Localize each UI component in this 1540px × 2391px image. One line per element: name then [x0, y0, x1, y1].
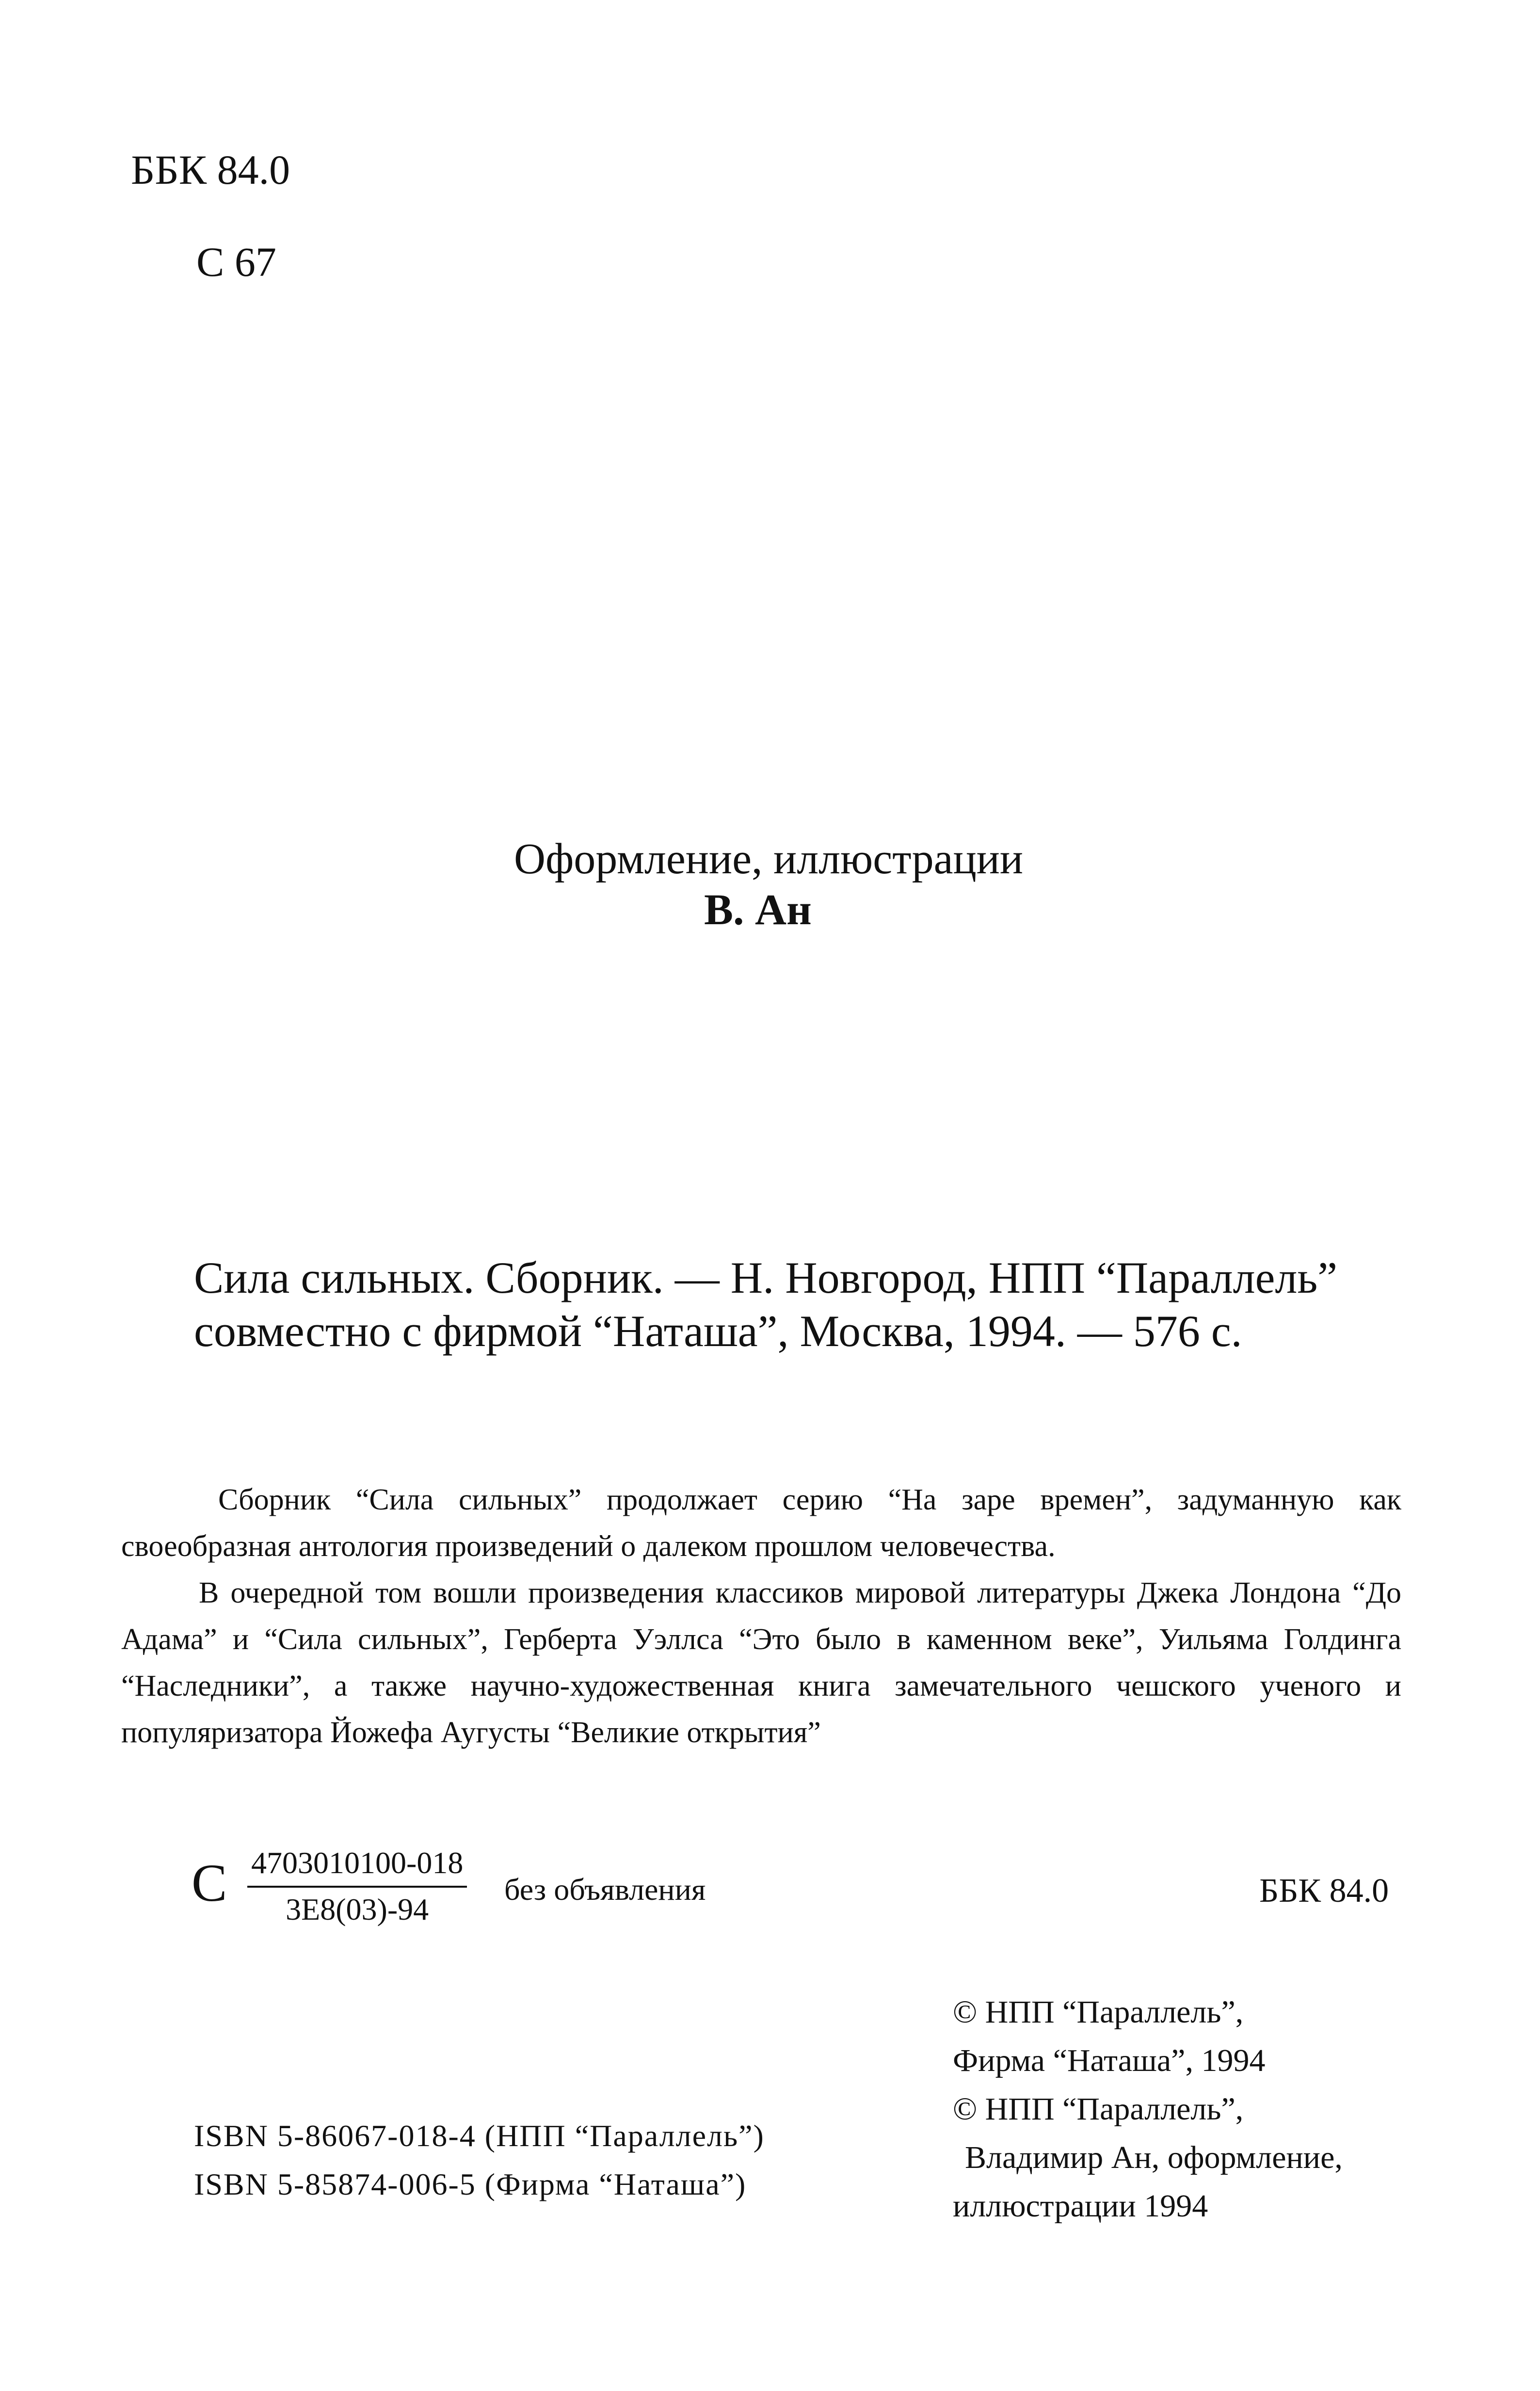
design-credit-label: Оформление, иллюстрации [514, 835, 1024, 883]
annotation-paragraph-1: Сборник “Сила сильных” продолжает серию “На заре времен”, задуманную как своеобразная антология произведений о далеком прошлом человечества. [121, 1483, 1401, 1563]
copyright-block [953, 1988, 1343, 2231]
author-mark: С 67 [196, 239, 276, 285]
copyright-line-5: иллюстрации 1994 [953, 2188, 1208, 2224]
signature-note: без объявления [504, 1872, 706, 1907]
bbk-code: ББК 84.0 [131, 146, 290, 193]
signature-numerator: 4703010100-018 [251, 1845, 464, 1880]
signature-denominator: 3Е8(03)-94 [286, 1892, 429, 1926]
copyright-line-2: Фирма “Наташа”, 1994 [953, 2043, 1266, 2078]
copyright-line-3: © НПП “Параллель”, [953, 2091, 1244, 2127]
isbn-line-2: ISBN 5-85874-006-5 (Фирма “Наташа”) [194, 2167, 747, 2201]
bibliographic-description [194, 1251, 1396, 1358]
design-credit-author: В. Ан [704, 886, 812, 934]
signature-letter: С [192, 1853, 227, 1912]
bbk-code-bottom: ББК 84.0 [1259, 1872, 1389, 1910]
isbn-line-1: ISBN 5-86067-018-4 (НПП “Параллель”) [194, 2118, 765, 2153]
copyright-line-4: Владимир Ан, оформление, [965, 2140, 1343, 2175]
annotation [121, 1476, 1401, 1756]
bibliographic-line-1: Сила сильных. Сборник. — Н. Новгород, НПП “Параллель” [194, 1253, 1338, 1302]
isbn-block [194, 2112, 765, 2209]
bibliographic-line-2: совместно с фирмой “Наташа”, Москва, 1994. — 576 с. [194, 1306, 1242, 1356]
copyright-line-1: © НПП “Параллель”, [953, 1994, 1244, 2030]
fraction-bar [247, 1886, 467, 1888]
annotation-paragraph-2: В очередной том вошли произведения классиков мировой литературы Джека Лондона “До Адама” и “Сила сильных”, Герберта Уэллса “Это было в каменном веке”, Уильяма Голдинга “Наследники”, а также научно-художественная книга замечательного чешского ученого и популяризатора Йожефа Аугусты “Великие открытия” [121, 1576, 1401, 1749]
signature-fraction [247, 1845, 467, 1927]
